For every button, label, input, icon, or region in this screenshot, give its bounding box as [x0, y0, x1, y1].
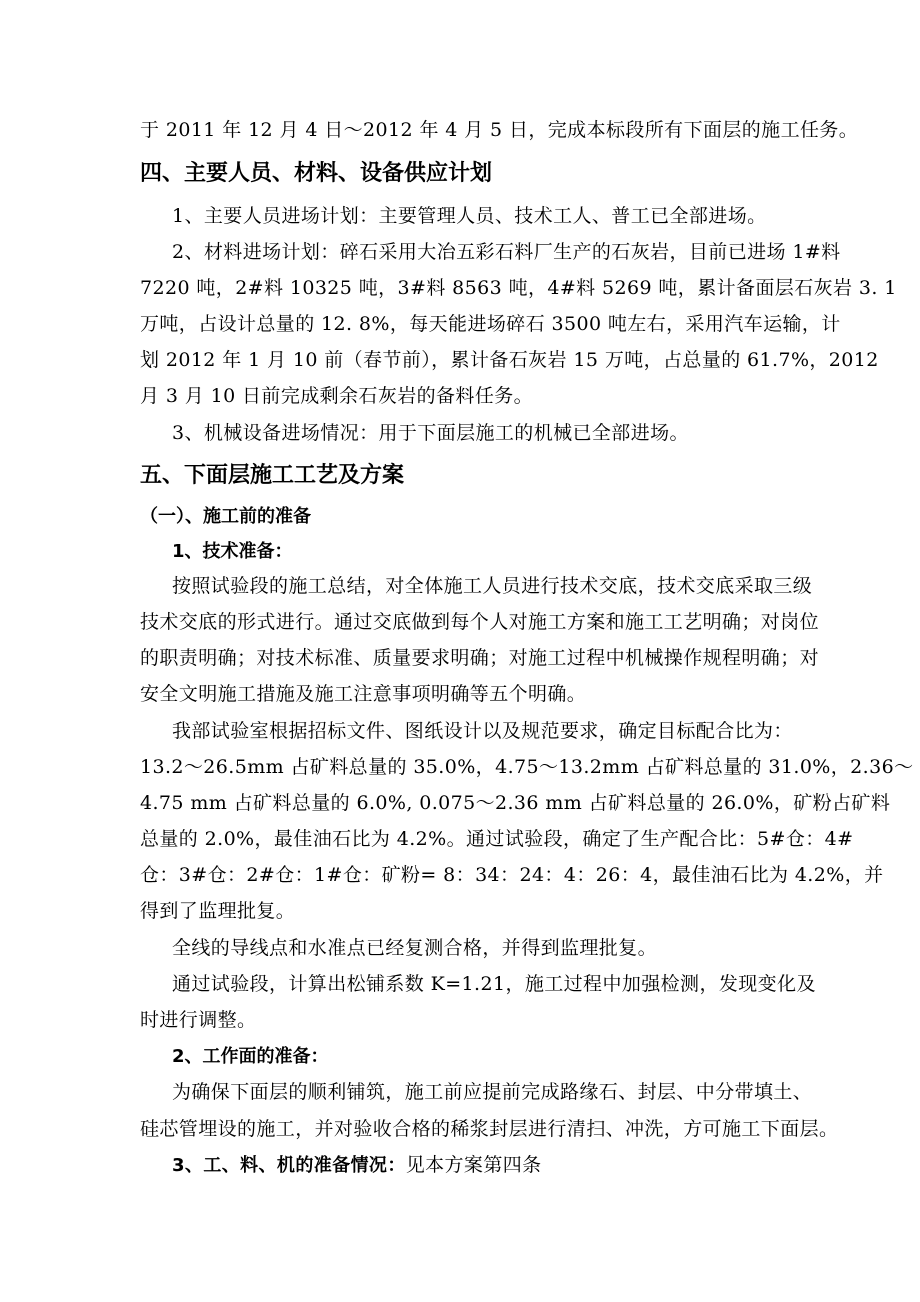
text-line: 总量的 2.0%，最佳油石比为 4.2%。通过试验段，确定了生产配合比：5#仓：4# [140, 828, 854, 850]
text-line: 通过试验段，计算出松铺系数 K=1.21，施工过程中加强检测，发现变化及 [172, 973, 816, 995]
text-line: 技术交底的形式进行。通过交底做到每个人对施工方案和施工工艺明确；对岗位 [140, 611, 820, 633]
text-line: 时进行调整。 [140, 1009, 257, 1031]
text-line: 万吨，占设计总量的 12. 8%，每天能进场碎石 3500 吨左右，采用汽车运输，计 [140, 313, 841, 335]
text-line: 我部试验室根据招标文件、图纸设计以及规范要求，确定目标配合比为： [172, 720, 793, 742]
text-line: 13.2～26.5mm 占矿料总量的 35.0%，4.75～13.2mm 占矿料总量的 31.0%，2.36～ [140, 756, 914, 778]
item-heading-tech: 1、技术准备： [172, 541, 293, 562]
text-line: 3、机械设备进场情况：用于下面层施工的机械已全部进场。 [172, 422, 689, 444]
text-line: 7220 吨，2#料 10325 吨，3#料 8563 吨，4#料 5269 吨，累计备面层石灰岩 3. 1 [140, 277, 897, 299]
text-line: 2、材料进场计划：碎石采用大冶五彩石料厂生产的石灰岩，目前已进场 1#料 [172, 241, 841, 263]
text-line: 于 2011 年 12 月 4 日～2012 年 4 月 5 日，完成本标段所有下面层的施工任务。 [140, 119, 859, 141]
item-heading-prep: 3、工、料、机的准备情况： [172, 1155, 406, 1176]
text-line: 按照试验段的施工总结，对全体施工人员进行技术交底，技术交底采取三级 [172, 575, 813, 597]
text-line: 安全文明施工措施及施工注意事项明确等五个明确。 [140, 683, 587, 705]
text-line: 划 2012 年 1 月 10 前（春节前），累计备石灰岩 15 万吨，占总量的 61.7%，2012 [140, 349, 879, 371]
text-line: 得到了监理批复。 [140, 900, 296, 922]
text-line: 4.75 mm 占矿料总量的 6.0%, 0.075～2.36 mm 占矿料总量的 26.0%，矿粉占矿料 [140, 792, 891, 814]
section-heading-five: 五、下面层施工工艺及方案 [140, 463, 405, 488]
text-line [172, 1153, 785, 1178]
text-line: 全线的导线点和水准点已经复测合格，并得到监理批复。 [172, 937, 658, 959]
item-text-prep: 见本方案第四条 [405, 1154, 542, 1176]
section-heading-four: 四、主要人员、材料、设备供应计划 [140, 161, 493, 186]
text-line: 硅芯管埋设的施工，并对验收合格的稀浆封层进行清扫、冲洗，方可施工下面层。 [140, 1118, 839, 1140]
text-line: 月 3 月 10 日前完成剩余石灰岩的备料任务。 [140, 385, 534, 407]
text-line: 为确保下面层的顺利铺筑，施工前应提前完成路缘石、封层、中分带填土、 [172, 1081, 813, 1103]
subsection-heading: （一）、施工前的准备 [140, 506, 311, 527]
text-line: 仓：3#仓：2#仓：1#仓：矿粉= 8：34：24：4：26：4，最佳油石比为 4.2%，并 [140, 864, 884, 886]
item-heading-work: 2、工作面的准备： [172, 1046, 329, 1067]
text-line: 的职责明确；对技术标准、质量要求明确；对施工过程中机械操作规程明确；对 [140, 647, 820, 669]
text-line: 1、主要人员进场计划：主要管理人员、技术工人、普工已全部进场。 [172, 205, 767, 227]
